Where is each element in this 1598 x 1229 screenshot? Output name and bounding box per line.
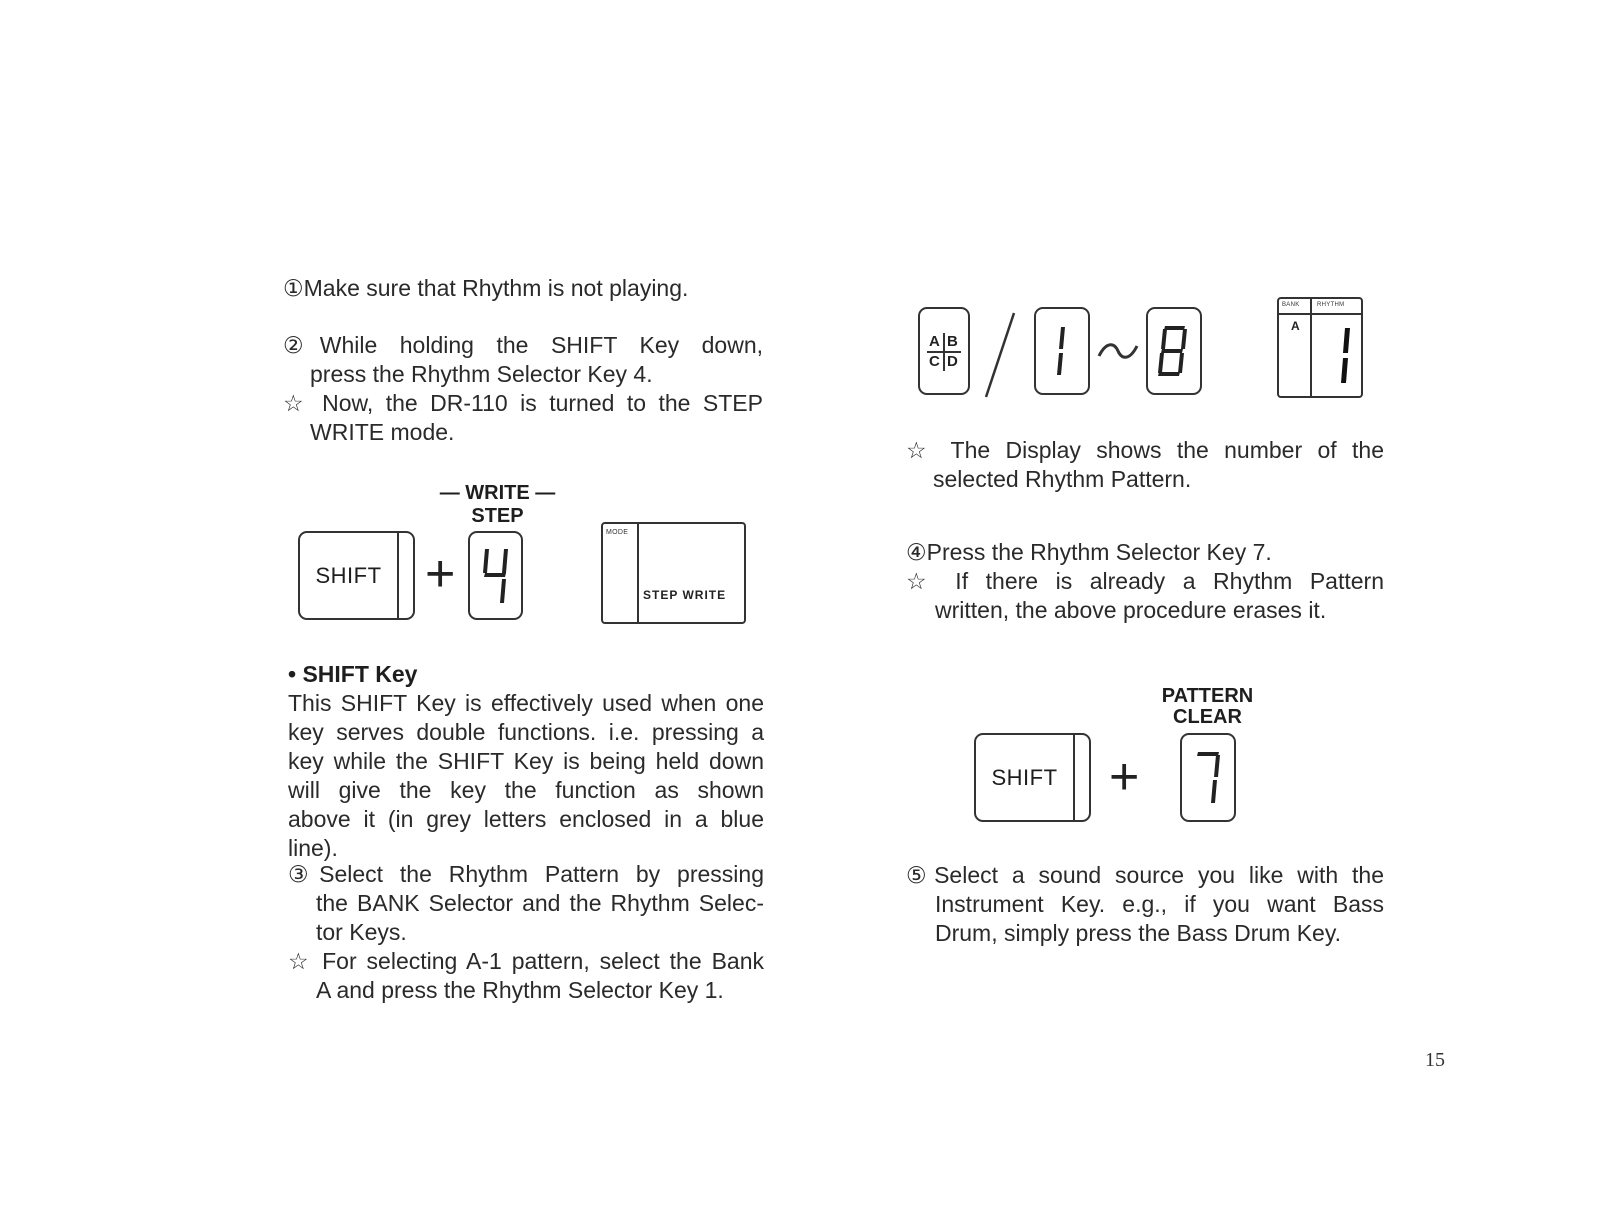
note-2-line-2: A and press the Rhythm Selector Key 1. — [316, 977, 724, 1003]
note-3-line-1: ☆ The Display shows the number of the — [906, 437, 1384, 463]
bank-selector-key[interactable] — [918, 307, 970, 395]
bank-display-value: A — [1291, 319, 1300, 333]
step-4 — [906, 538, 1384, 625]
step-2-line-1: ②While holding the SHIFT Key down, — [283, 332, 763, 358]
note-1-line-2: WRITE mode. — [310, 419, 455, 445]
step-1-text: ①Make sure that Rhythm is not playing. — [283, 275, 689, 301]
mode-display-divider — [637, 524, 639, 622]
step-5 — [906, 861, 1384, 948]
step-5-line-3: Drum, simply press the Bass Drum Key. — [935, 920, 1342, 946]
note-2-line-1: ☆ For selecting A-1 pattern, select the Bank — [288, 948, 764, 974]
step-4-text: ④Press the Rhythm Selector Key 7. — [906, 539, 1272, 565]
bank-c: C — [929, 353, 940, 370]
shift-body-line: key serves double functions. i.e. pressing a — [288, 719, 764, 745]
step-5-line-2: Instrument Key. e.g., if you want Bass — [935, 891, 1384, 917]
bank-rhythm-display — [1277, 297, 1363, 398]
shift-key-right-label: SHIFT — [991, 764, 1058, 790]
step-3-line-3: tor Keys. — [316, 919, 407, 945]
seven-segment-4-icon — [470, 533, 521, 618]
shift-body-line: This SHIFT Key is effectively used when one — [288, 690, 764, 716]
bank-d: D — [947, 353, 958, 370]
plus-sign: + — [425, 545, 456, 603]
note-4-line-1: ☆ If there is already a Rhythm Pattern — [906, 568, 1384, 594]
step-3 — [288, 860, 764, 1005]
step-write-indicator: STEP WRITE — [643, 588, 727, 602]
seven-segment-1-icon — [1036, 309, 1088, 393]
pattern-label: PATTERN — [1161, 685, 1254, 707]
shift-body-line: line). — [288, 835, 338, 861]
step-3-line-1: ③Select the Rhythm Pattern by pressing — [288, 861, 764, 887]
step-2-line-2: press the Rhythm Selector Key 4. — [310, 361, 653, 387]
rhythm-display-label: RHYTHM — [1317, 302, 1345, 308]
mode-display — [601, 522, 746, 624]
bank-b: B — [947, 333, 958, 350]
shift-key-label: SHIFT — [315, 562, 382, 588]
shift-key[interactable] — [298, 531, 415, 620]
plus-sign-right: + — [1109, 748, 1140, 806]
step-1 — [283, 274, 763, 303]
shift-body-line: will give the key the function as shown — [288, 777, 764, 803]
rhythm-display-digit-1-icon — [1313, 315, 1361, 397]
step-2 — [283, 331, 763, 447]
note-3 — [906, 436, 1384, 494]
note-1-line-1: ☆ Now, the DR-110 is turned to the STEP — [283, 390, 763, 416]
bank-a: A — [929, 333, 940, 350]
shift-key-edge — [397, 531, 399, 620]
seven-segment-7-icon — [1182, 735, 1234, 820]
mode-label: MODE — [606, 529, 629, 536]
shift-key-description — [288, 689, 764, 863]
shift-body-line: key while the SHIFT Key is being held down — [288, 748, 764, 774]
note-4-line-2: written, the above procedure erases it. — [935, 597, 1327, 623]
shift-key-right-edge — [1073, 733, 1075, 822]
bank-letters — [927, 333, 961, 371]
page-number: 15 — [1425, 1049, 1445, 1071]
rhythm-key-8[interactable] — [1146, 307, 1202, 395]
shift-key-right[interactable] — [974, 733, 1091, 822]
step-label: STEP — [471, 505, 524, 527]
shift-key-heading: • SHIFT Key — [288, 661, 418, 687]
seven-segment-8-icon — [1148, 309, 1200, 393]
step-3-line-2: the BANK Selector and the Rhythm Selec- — [316, 890, 764, 916]
step-5-line-1: ⑤Select a sound source you like with the — [906, 862, 1384, 888]
clear-label: CLEAR — [1173, 706, 1242, 728]
rhythm-key-7[interactable] — [1180, 733, 1236, 822]
write-label: — WRITE — — [439, 482, 556, 504]
note-3-line-2: selected Rhythm Pattern. — [933, 466, 1192, 492]
slash-icon — [980, 311, 1020, 399]
bank-display-label: BANK — [1282, 302, 1300, 308]
shift-body-line: above it (in grey letters enclosed in a blue — [288, 806, 764, 832]
rhythm-key-1[interactable] — [1034, 307, 1090, 395]
tilde-icon — [1096, 336, 1140, 366]
rhythm-key-4[interactable] — [468, 531, 523, 620]
